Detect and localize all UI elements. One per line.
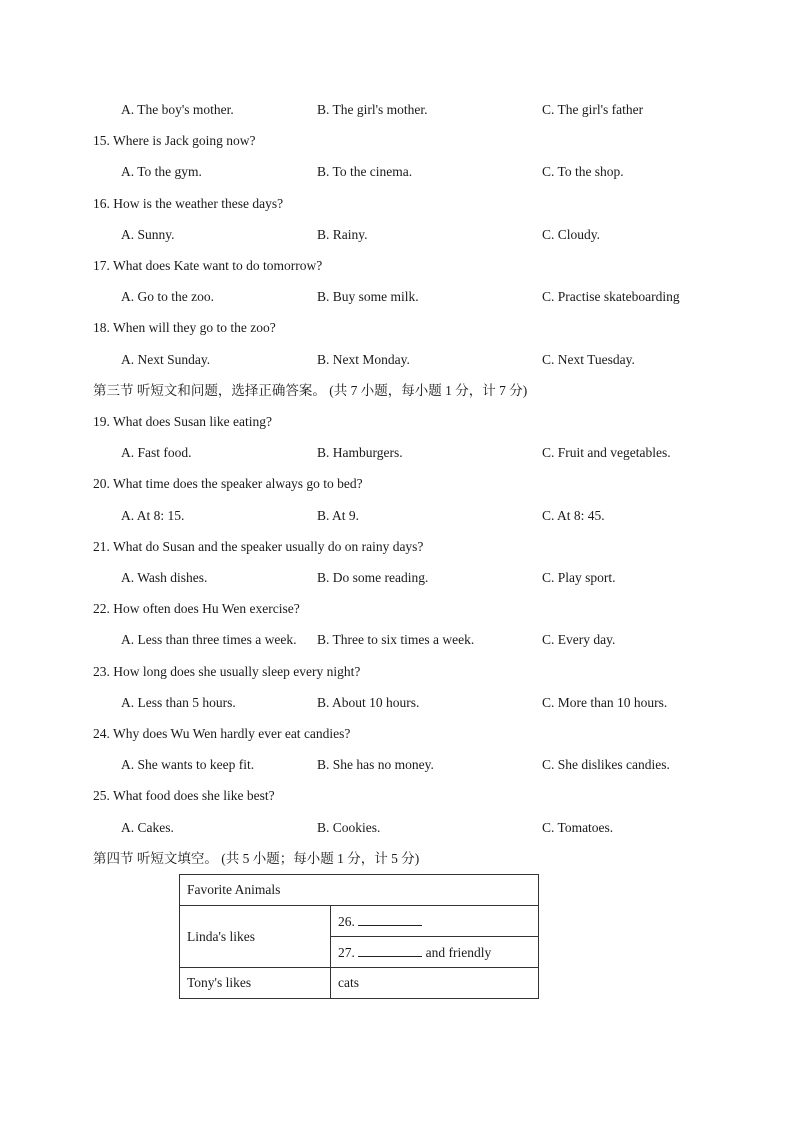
option-a: A. She wants to keep fit. <box>121 757 255 772</box>
option-b: B. About 10 hours. <box>317 695 420 710</box>
option-a: A. Less than 5 hours. <box>121 695 236 710</box>
option-a: A. The boy's mother. <box>121 102 234 117</box>
row-label-tony: Tony's likes <box>180 968 331 999</box>
option-c: C. More than 10 hours. <box>542 695 668 710</box>
question-18: 18. When will they go to the zoo? <box>93 320 276 335</box>
option-b: B. Next Monday. <box>317 352 410 367</box>
option-c: C. At 8: 45. <box>542 508 605 523</box>
option-b: B. To the cinema. <box>317 164 413 179</box>
question-24: 24. Why does Wu Wen hardly ever eat candies? <box>93 726 351 741</box>
option-b: B. Buy some milk. <box>317 289 419 304</box>
option-b: B. She has no money. <box>317 757 434 772</box>
option-a: A. Next Sunday. <box>121 352 211 367</box>
table-row <box>180 875 539 906</box>
option-b: B. The girl's mother. <box>317 102 428 117</box>
option-c: C. To the shop. <box>542 164 624 179</box>
section-4-heading: 第四节 听短文填空。 (共 5 小题；每小题 1 分，计 5 分) <box>93 851 420 866</box>
option-a: A. Less than three times a week. <box>121 632 297 647</box>
option-a: A. Sunny. <box>121 227 175 242</box>
blank-27-suffix: and friendly <box>425 944 492 960</box>
option-a: A. Go to the zoo. <box>121 289 214 304</box>
option-c: C. Practise skateboarding <box>542 289 680 304</box>
question-22: 22. How often does Hu Wen exercise? <box>93 601 300 616</box>
question-21: 21. What do Susan and the speaker usually do on rainy days? <box>93 539 424 554</box>
option-b: B. Three to six times a week. <box>317 632 475 647</box>
option-c: C. Tomatoes. <box>542 820 614 835</box>
option-b: B. At 9. <box>317 508 360 523</box>
row-value-tony: cats <box>331 968 539 999</box>
option-c: C. Cloudy. <box>542 227 601 242</box>
blank-27-number: 27. <box>338 944 355 960</box>
question-25: 25. What food does she like best? <box>93 788 275 803</box>
fill-in-table <box>179 874 539 999</box>
section-3-heading: 第三节 听短文和问题，选择正确答案。 (共 7 小题，每小题 1 分，计 7 分) <box>93 383 528 398</box>
option-b: B. Hamburgers. <box>317 445 403 460</box>
question-15: 15. Where is Jack going now? <box>93 133 256 148</box>
option-a: A. Fast food. <box>121 445 192 460</box>
question-19: 19. What does Susan like eating? <box>93 414 272 429</box>
option-a: A. Cakes. <box>121 820 174 835</box>
option-a: A. At 8: 15. <box>121 508 185 523</box>
option-b: B. Cookies. <box>317 820 381 835</box>
blank-26-number: 26. <box>338 913 355 929</box>
question-16: 16. How is the weather these days? <box>93 196 284 211</box>
blank-27-cell <box>331 937 539 968</box>
option-c: C. She dislikes candies. <box>542 757 670 772</box>
table-row <box>180 968 539 999</box>
row-label-linda: Linda's likes <box>180 906 331 968</box>
blank-26-cell <box>331 906 539 937</box>
question-17: 17. What does Kate want to do tomorrow? <box>93 258 323 273</box>
option-c: C. Fruit and vegetables. <box>542 445 671 460</box>
question-20: 20. What time does the speaker always go to bed? <box>93 476 363 491</box>
option-c: C. Next Tuesday. <box>542 352 635 367</box>
blank-26-line[interactable] <box>358 913 422 926</box>
option-b: B. Do some reading. <box>317 570 429 585</box>
option-a: A. Wash dishes. <box>121 570 208 585</box>
question-23: 23. How long does she usually sleep every night? <box>93 664 361 679</box>
option-b: B. Rainy. <box>317 227 368 242</box>
option-c: C. Play sport. <box>542 570 616 585</box>
option-a: A. To the gym. <box>121 164 202 179</box>
blank-27-line[interactable] <box>358 944 422 957</box>
option-c: C. Every day. <box>542 632 616 647</box>
table-row <box>180 906 539 937</box>
table-header: Favorite Animals <box>180 875 539 906</box>
option-c: C. The girl's father <box>542 102 644 117</box>
